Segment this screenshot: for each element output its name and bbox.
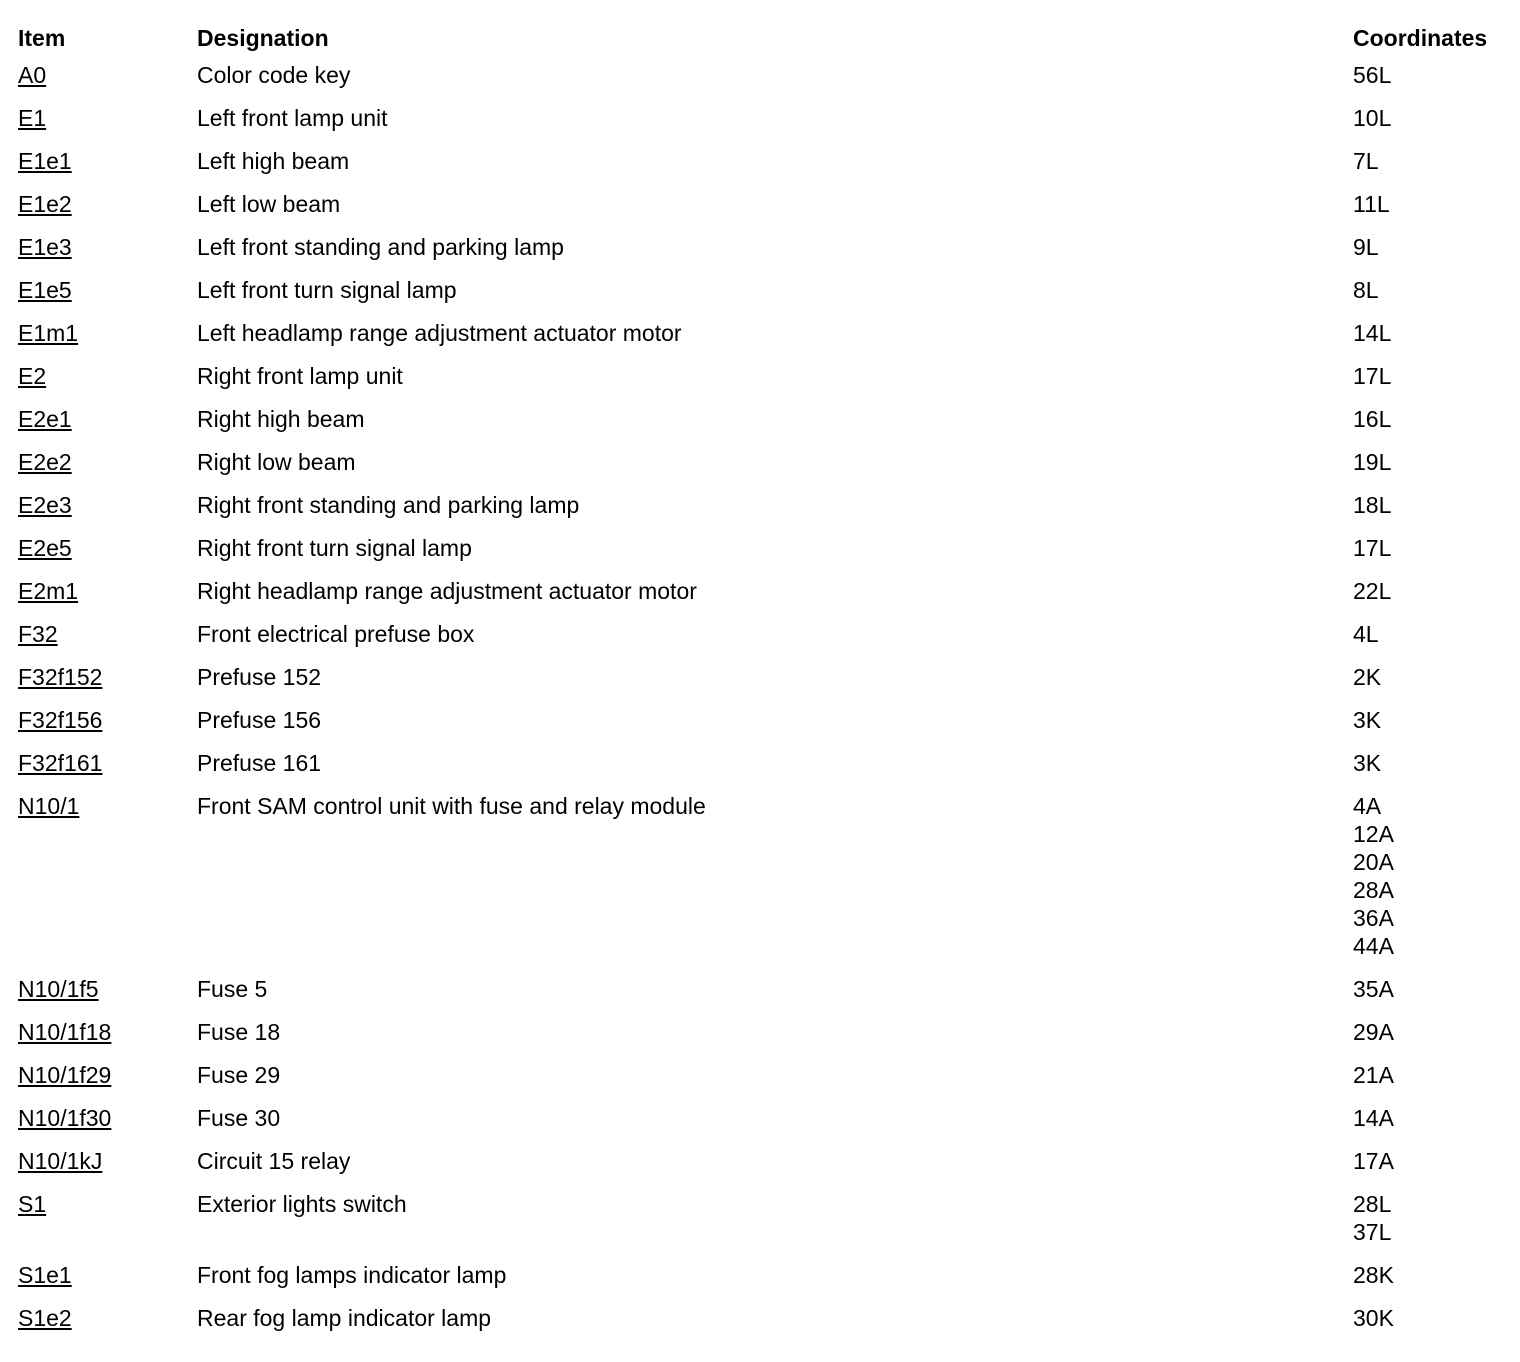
coordinates-cell (1345, 1299, 1510, 1342)
header-item: Item (18, 25, 66, 51)
designation-cell: Right low beam (197, 449, 356, 475)
coordinates-cell (1345, 1056, 1510, 1099)
table-row (10, 56, 1510, 99)
item-link[interactable]: E2m1 (18, 578, 79, 604)
coordinates-cell (1345, 443, 1510, 486)
designation-cell: Left headlamp range adjustment actuator motor (197, 320, 682, 346)
item-cell (10, 787, 189, 970)
coordinates-cell (1345, 1142, 1510, 1185)
table-row (10, 443, 1510, 486)
table-row (10, 185, 1510, 228)
item-cell (10, 744, 189, 787)
coordinates-cell (1345, 572, 1510, 615)
designation-cell: Left low beam (197, 191, 341, 217)
header-designation: Designation (197, 25, 329, 51)
designation-cell: Front SAM control unit with fuse and relay module (197, 793, 706, 819)
item-link[interactable]: E1m1 (18, 320, 79, 346)
item-link[interactable]: E2 (18, 363, 47, 389)
item-link[interactable]: S1e2 (18, 1305, 72, 1331)
coordinates-cell (1345, 787, 1510, 970)
table-row (10, 142, 1510, 185)
item-link[interactable]: N10/1 (18, 793, 80, 819)
item-cell (10, 314, 189, 357)
item-cell (10, 1013, 189, 1056)
item-cell (10, 615, 189, 658)
item-link[interactable]: E1e3 (18, 234, 72, 260)
item-link[interactable]: E2e2 (18, 449, 72, 475)
item-cell (10, 658, 189, 701)
table-row (10, 1056, 1510, 1099)
item-link[interactable]: F32f156 (18, 707, 103, 733)
coordinate-value: 17L (1353, 535, 1392, 561)
table-row (10, 1142, 1510, 1185)
item-cell (10, 185, 189, 228)
coordinates-cell (1345, 99, 1510, 142)
coordinate-value: 3K (1353, 750, 1382, 776)
item-cell (10, 1099, 189, 1142)
item-cell (10, 56, 189, 99)
coordinate-value: 56L (1353, 62, 1392, 88)
designation-cell: Right front turn signal lamp (197, 535, 472, 561)
item-link[interactable]: E1e5 (18, 277, 72, 303)
table-row (10, 357, 1510, 400)
coordinates-cell (1345, 357, 1510, 400)
coordinate-value: 20A (1353, 849, 1394, 875)
table-row (10, 486, 1510, 529)
item-link[interactable]: N10/1f29 (18, 1062, 112, 1088)
item-link[interactable]: S1e1 (18, 1262, 72, 1288)
designation-cell: Front fog lamps indicator lamp (197, 1262, 507, 1288)
designation-cell: Right headlamp range adjustment actuator motor (197, 578, 697, 604)
table-row (10, 1013, 1510, 1056)
designation-cell: Prefuse 156 (197, 707, 322, 733)
designation-cell: Left front lamp unit (197, 105, 388, 131)
coordinate-value: 3K (1353, 707, 1382, 733)
coordinates-cell (1345, 1256, 1510, 1299)
item-cell (10, 1185, 189, 1256)
item-link[interactable]: F32 (18, 621, 58, 647)
table-row (10, 701, 1510, 744)
coordinate-value: 17A (1353, 1148, 1394, 1174)
coordinates-cell (1345, 970, 1510, 1013)
coordinate-value: 36A (1353, 905, 1394, 931)
item-cell (10, 99, 189, 142)
item-link[interactable]: E1 (18, 105, 47, 131)
coordinates-cell (1345, 1185, 1510, 1256)
table-row (10, 787, 1510, 970)
coordinates-cell (1345, 486, 1510, 529)
coordinate-value: 18L (1353, 492, 1392, 518)
item-cell (10, 970, 189, 1013)
item-cell (10, 228, 189, 271)
table-row (10, 529, 1510, 572)
table-row (10, 744, 1510, 787)
coordinate-value: 37L (1353, 1219, 1392, 1245)
coordinate-value: 10L (1353, 105, 1392, 131)
coordinate-value: 9L (1353, 234, 1379, 260)
coordinates-cell (1345, 400, 1510, 443)
item-cell (10, 1256, 189, 1299)
designation-cell: Right high beam (197, 406, 365, 432)
item-link[interactable]: E2e1 (18, 406, 72, 432)
coordinates-cell (1345, 615, 1510, 658)
item-cell (10, 572, 189, 615)
table-row (10, 1185, 1510, 1256)
item-cell (10, 1142, 189, 1185)
designation-cell: Color code key (197, 62, 351, 88)
designation-cell: Left high beam (197, 148, 350, 174)
table-row (10, 314, 1510, 357)
coordinate-value: 29A (1353, 1019, 1394, 1045)
header-row (10, 22, 1510, 56)
item-cell (10, 357, 189, 400)
designation-cell: Prefuse 152 (197, 664, 322, 690)
coordinate-value: 28L (1353, 1191, 1392, 1217)
coordinate-value: 14L (1353, 320, 1392, 346)
table-row (10, 99, 1510, 142)
table-row (10, 1299, 1510, 1342)
coordinate-value: 28A (1353, 877, 1394, 903)
coordinates-cell (1345, 1099, 1510, 1142)
coordinate-value: 7L (1353, 148, 1379, 174)
item-cell (10, 486, 189, 529)
table-row (10, 400, 1510, 443)
table-row (10, 970, 1510, 1013)
coordinates-cell (1345, 529, 1510, 572)
coordinates-cell (1345, 701, 1510, 744)
item-cell (10, 701, 189, 744)
item-cell (10, 529, 189, 572)
designation-cell: Right front lamp unit (197, 363, 403, 389)
coordinates-cell (1345, 56, 1510, 99)
table-row (10, 1256, 1510, 1299)
item-link[interactable]: E2e5 (18, 535, 72, 561)
coordinate-value: 21A (1353, 1062, 1394, 1088)
item-link[interactable]: N10/1f5 (18, 976, 99, 1002)
item-link[interactable]: F32f161 (18, 750, 103, 776)
item-link[interactable]: N10/1f30 (18, 1105, 112, 1131)
coordinate-value: 17L (1353, 363, 1392, 389)
item-link[interactable]: A0 (18, 62, 47, 88)
coordinate-value: 11L (1353, 191, 1390, 217)
coordinate-value: 12A (1353, 821, 1394, 847)
coordinates-cell (1345, 658, 1510, 701)
coordinate-value: 14A (1353, 1105, 1394, 1131)
item-link[interactable]: E2e3 (18, 492, 72, 518)
coordinates-cell (1345, 228, 1510, 271)
item-link[interactable]: S1 (18, 1191, 47, 1217)
coordinate-value: 35A (1353, 976, 1394, 1002)
coordinates-cell (1345, 185, 1510, 228)
table-row (10, 1099, 1510, 1142)
item-link[interactable]: F32f152 (18, 664, 103, 690)
coordinates-cell (1345, 271, 1510, 314)
designation-cell: Circuit 15 relay (197, 1148, 351, 1174)
coordinate-value: 4A (1353, 793, 1382, 819)
designation-cell: Fuse 5 (197, 976, 268, 1002)
table-row (10, 658, 1510, 701)
table-header (10, 22, 1510, 56)
item-cell (10, 142, 189, 185)
coordinates-cell (1345, 1013, 1510, 1056)
designation-cell: Front electrical prefuse box (197, 621, 475, 647)
designation-cell: Right front standing and parking lamp (197, 492, 580, 518)
table-body (10, 56, 1510, 1342)
component-legend-table (10, 22, 1510, 1342)
coordinates-cell (1345, 142, 1510, 185)
coordinate-value: 8L (1353, 277, 1379, 303)
designation-cell: Left front standing and parking lamp (197, 234, 564, 260)
table-row (10, 615, 1510, 658)
coordinate-value: 28K (1353, 1262, 1394, 1288)
designation-cell: Fuse 29 (197, 1062, 281, 1088)
table-row (10, 228, 1510, 271)
designation-cell: Prefuse 161 (197, 750, 322, 776)
item-cell (10, 271, 189, 314)
coordinates-cell (1345, 744, 1510, 787)
coordinate-value: 22L (1353, 578, 1392, 604)
designation-cell: Fuse 30 (197, 1105, 281, 1131)
coordinate-value: 2K (1353, 664, 1382, 690)
coordinate-value: 19L (1353, 449, 1392, 475)
coordinates-cell (1345, 314, 1510, 357)
designation-cell: Left front turn signal lamp (197, 277, 457, 303)
coordinate-value: 4L (1353, 621, 1379, 647)
table-row (10, 572, 1510, 615)
coordinate-value: 44A (1353, 933, 1394, 959)
item-cell (10, 1056, 189, 1099)
item-link[interactable]: E1e1 (18, 148, 72, 174)
item-link[interactable]: N10/1f18 (18, 1019, 112, 1045)
item-cell (10, 1299, 189, 1342)
item-link[interactable]: N10/1kJ (18, 1148, 103, 1174)
item-link[interactable]: E1e2 (18, 191, 72, 217)
coordinate-value: 16L (1353, 406, 1392, 432)
designation-cell: Fuse 18 (197, 1019, 281, 1045)
item-cell (10, 400, 189, 443)
designation-cell: Exterior lights switch (197, 1191, 407, 1217)
designation-cell: Rear fog lamp indicator lamp (197, 1305, 492, 1331)
item-cell (10, 443, 189, 486)
header-coordinates: Coordinates (1353, 25, 1488, 51)
coordinate-value: 30K (1353, 1305, 1394, 1331)
table-row (10, 271, 1510, 314)
